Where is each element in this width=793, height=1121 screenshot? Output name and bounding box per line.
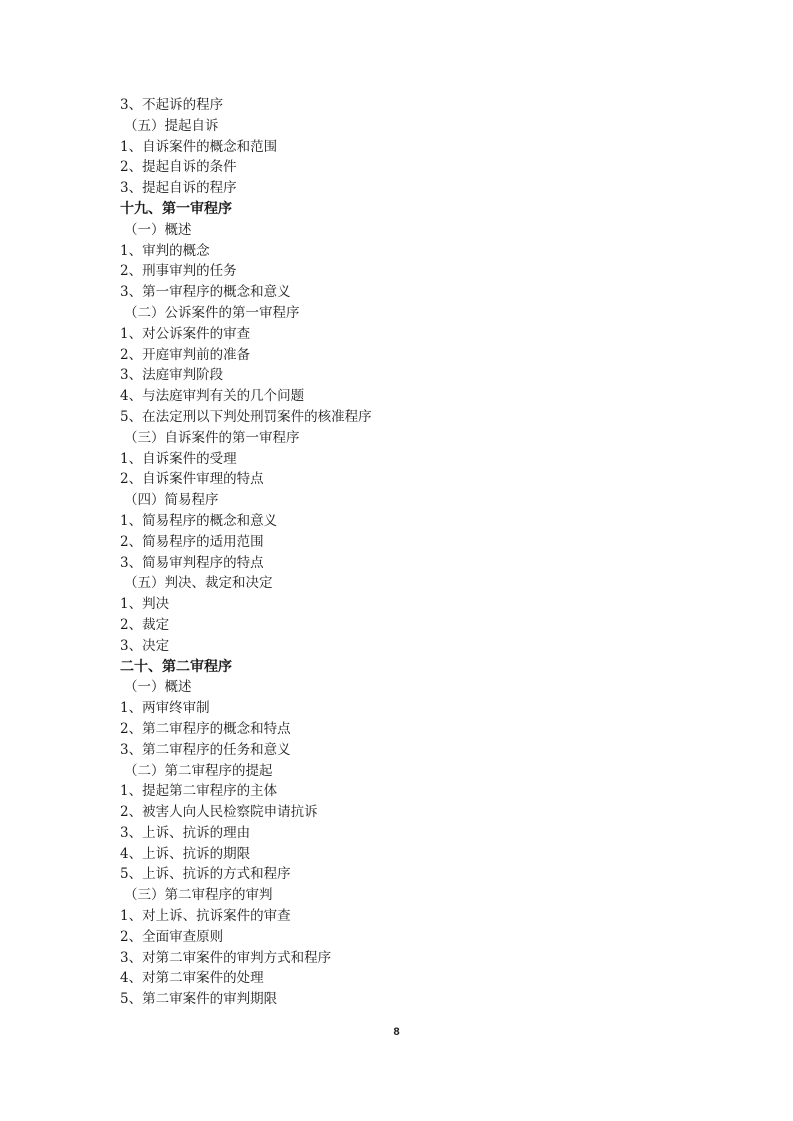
chapter-heading: 十九、第一审程序 — [120, 200, 232, 217]
outline-item: 2、刑事审判的任务 — [120, 263, 237, 280]
outline-item: 3、对第二审案件的审判方式和程序 — [120, 949, 332, 966]
outline-item: 5、第二审案件的审判期限 — [120, 991, 278, 1008]
outline-item: 2、简易程序的适用范围 — [120, 533, 264, 550]
outline-item: 3、上诉、抗诉的理由 — [120, 824, 251, 841]
outline-item: 3、不起诉的程序 — [120, 97, 224, 113]
outline-item: 2、全面审查原则 — [120, 928, 224, 945]
page-number: 8 — [393, 1026, 400, 1038]
outline-item: 1、两审终审制 — [120, 700, 210, 717]
section-heading: （一）概述 — [124, 221, 192, 238]
outline-item: 3、法庭审判阶段 — [120, 367, 224, 384]
outline-item: 2、被害人向人民检察院申请抗诉 — [120, 804, 318, 821]
outline-content — [120, 95, 680, 1010]
section-heading: （二）第二审程序的提起 — [124, 762, 273, 779]
section-heading: （二）公诉案件的第一审程序 — [124, 304, 300, 321]
outline-item: 2、提起自诉的条件 — [120, 159, 237, 176]
outline-item: 4、上诉、抗诉的期限 — [120, 845, 251, 862]
outline-item: 4、对第二审案件的处理 — [120, 970, 264, 987]
outline-item: 1、自诉案件的概念和范围 — [120, 138, 278, 155]
section-heading: （三）自诉案件的第一审程序 — [124, 429, 300, 446]
outline-item: 1、判决 — [120, 596, 170, 613]
outline-item: 2、自诉案件审理的特点 — [120, 471, 264, 488]
outline-item: 4、与法庭审判有关的几个问题 — [120, 388, 305, 405]
section-heading: （四）简易程序 — [124, 492, 219, 509]
outline-item: 5、上诉、抗诉的方式和程序 — [120, 866, 291, 883]
outline-item: 3、提起自诉的程序 — [120, 180, 237, 197]
section-heading: （三）第二审程序的审判 — [124, 887, 273, 904]
outline-item: 1、对上诉、抗诉案件的审查 — [120, 908, 291, 925]
section-heading: （五）判决、裁定和决定 — [124, 575, 273, 592]
section-heading: （一）概述 — [124, 679, 192, 696]
outline-item: 2、开庭审判前的准备 — [120, 346, 251, 363]
outline-item: 2、第二审程序的概念和特点 — [120, 720, 291, 737]
outline-item: 1、自诉案件的受理 — [120, 450, 237, 467]
outline-item: 3、简易审判程序的特点 — [120, 554, 264, 571]
chapter-heading: 二十、第二审程序 — [120, 658, 232, 675]
outline-item: 1、简易程序的概念和意义 — [120, 512, 278, 529]
outline-item: 5、在法定刑以下判处刑罚案件的核准程序 — [120, 408, 372, 425]
outline-item: 2、裁定 — [120, 616, 170, 633]
outline-item: 1、审判的概念 — [120, 242, 210, 259]
outline-item: 3、第二审程序的任务和意义 — [120, 741, 291, 758]
outline-item: 1、提起第二审程序的主体 — [120, 783, 278, 800]
outline-item: 3、决定 — [120, 637, 170, 654]
outline-item: 1、对公诉案件的审查 — [120, 325, 251, 342]
outline-item: 3、第一审程序的概念和意义 — [120, 284, 291, 301]
section-heading: （五）提起自诉 — [124, 117, 219, 134]
